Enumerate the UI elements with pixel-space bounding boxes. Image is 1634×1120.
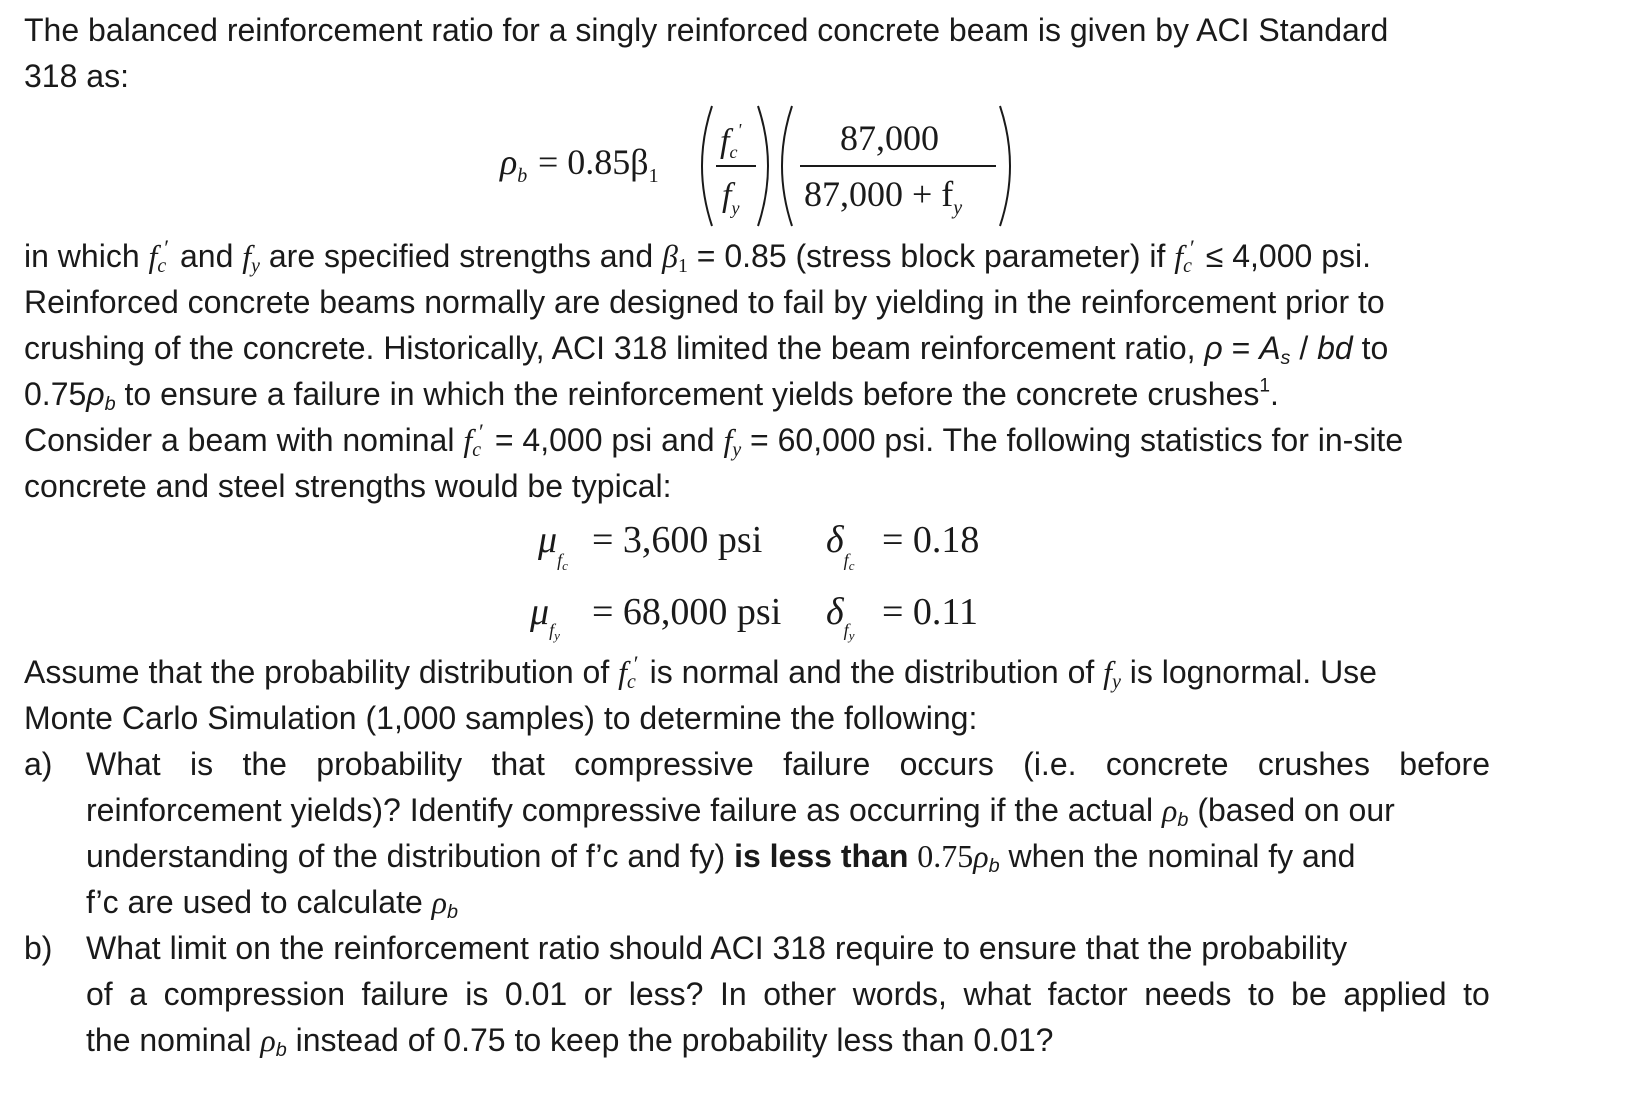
assume-line-2: Monte Carlo Simulation (1,000 samples) to determine the following:	[24, 700, 978, 736]
mu-fc-symbol: $\mu_fc$	[538, 519, 568, 573]
mu-fy-value: = 68,000 psi	[592, 591, 782, 633]
desc-line-6: concrete and steel strengths would be typical:	[24, 468, 672, 504]
num-87000: 87,000	[840, 118, 939, 158]
assume-line-1: Assume that the probability distribution of $f_c'$ is normal and the distribution of $f_y$ is lognormal. Use	[24, 651, 1377, 693]
question-b-line-2: of a compression failure is 0.01 or less? In other words, what factor needs to be applied to	[86, 976, 1490, 1012]
coefficient: = $0.85\beta_1$	[538, 142, 659, 187]
den-87000-plus-fy: $87,000 + f_y$	[804, 174, 963, 219]
desc-line-1: in which $f_c'$ and $f_y$ are specified strengths and $\beta_1 = 0.85$ (stress block parameter) if $f_c' \le 4,000$ psi.	[24, 235, 1371, 277]
footnote-1: 1	[1259, 375, 1271, 397]
question-a-line-1: What is the probability that compressive failure occurs (i.e. concrete crushes before	[86, 746, 1490, 782]
delta-fy-symbol: $\delta_fy$	[826, 591, 855, 643]
delta-fc-value: = 0.18	[882, 519, 980, 561]
intro-line-2: 318 as:	[24, 58, 129, 94]
question-a-line-3: understanding of the distribution of f’c and fy) is less than $0.75\rho_b$ when the nominal fy and	[86, 838, 1356, 877]
mu-fy-symbol: $\mu_fy$	[530, 591, 560, 643]
question-a-line-2: reinforcement yields)? Identify compressive failure as occurring if the actual $\rho_b$ (based on our	[86, 792, 1395, 831]
desc-line-4: $0.75\rho_b$ to ensure a failure in which the reinforcement yields before the concrete crushes$^1$.	[24, 375, 1279, 415]
question-b-marker: b)	[24, 930, 53, 966]
question-b-line-3: the nominal $\rho_b$ instead of 0.75 to keep the probability less than 0.01?	[86, 1022, 1054, 1061]
rho-b-symbol: $\rho_b$	[500, 142, 528, 187]
right-paren-1	[758, 106, 768, 226]
right-paren-2	[1000, 106, 1010, 226]
question-a-marker: a)	[24, 746, 53, 782]
desc-line-5: Consider a beam with nominal $f_c' = 4,000$ psi and $f_y = 60,000$ psi. The following statistics for in-site	[24, 419, 1404, 461]
desc-line-3: crushing of the concrete. Historically, ACI 318 limited the beam reinforcement ratio, $\rho = A_s$ / bd to	[24, 330, 1389, 369]
statistics-block	[530, 508, 1000, 658]
fy-denominator: $f_y$	[722, 177, 740, 218]
balanced-ratio-formula	[490, 100, 1030, 235]
fc-numerator: fc'	[720, 120, 742, 162]
left-paren-2	[782, 106, 792, 226]
desc-line-2: Reinforced concrete beams normally are designed to fail by yielding in the reinforcement prior to	[24, 284, 1385, 320]
delta-fc-symbol: $\delta_fc$	[826, 519, 855, 573]
question-b-line-1: What limit on the reinforcement ratio should ACI 318 require to ensure that the probability	[86, 930, 1348, 966]
question-a-line-4: f’c are used to calculate $\rho_b$	[86, 884, 459, 923]
left-paren-1	[702, 106, 712, 226]
intro-line-1: The balanced reinforcement ratio for a singly reinforced concrete beam is given by ACI Standard	[24, 12, 1389, 48]
delta-fy-value: = 0.11	[882, 591, 979, 633]
mu-fc-value: = 3,600 psi	[592, 519, 763, 561]
